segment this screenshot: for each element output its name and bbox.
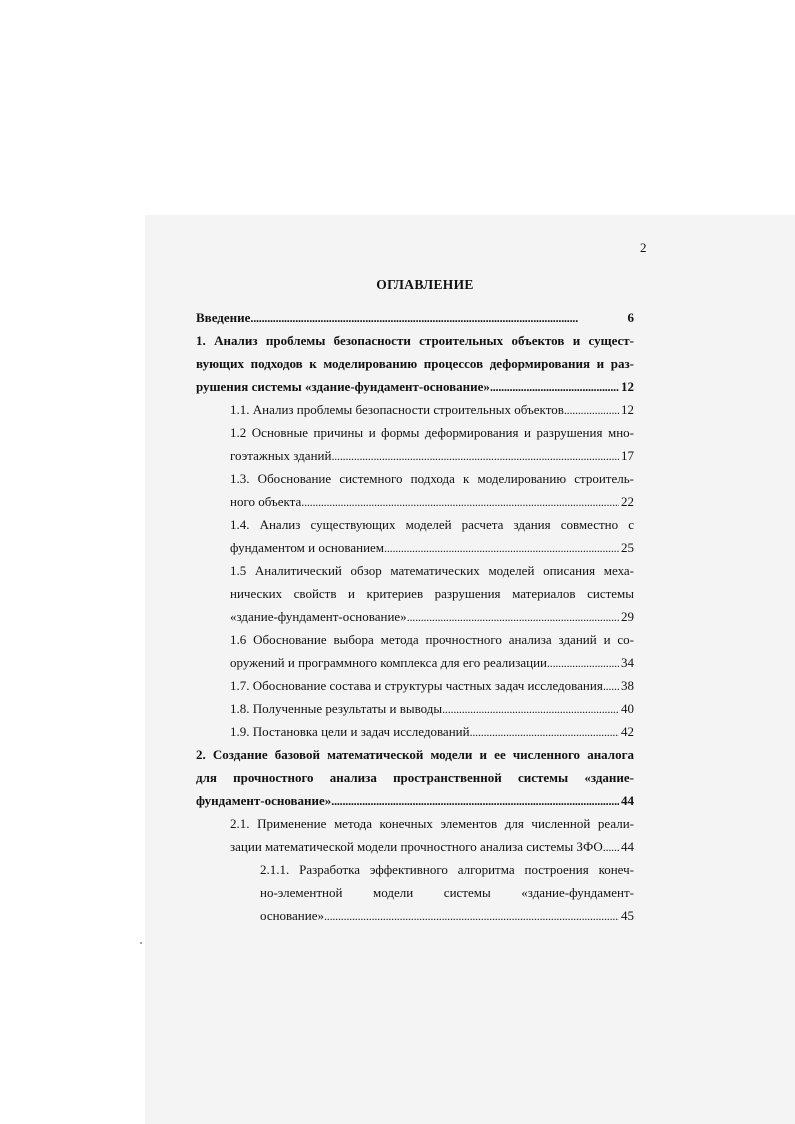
dot-leader — [470, 720, 619, 744]
toc-entry-title: основание» — [260, 908, 324, 923]
toc-entry-line: нических свойств и критериев разрушения материалов системы — [230, 586, 634, 601]
toc-entry-last-line — [260, 904, 634, 927]
toc-entry[interactable] — [230, 697, 634, 720]
toc-entry-title: 1.8. Полученные результаты и выводы — [230, 701, 443, 716]
toc-entry[interactable] — [230, 559, 634, 628]
toc-entry-line: 2.1. Применение метода конечных элементов для численной реали- — [230, 816, 634, 831]
toc-entry-last-line — [230, 444, 634, 467]
toc-entry[interactable] — [230, 812, 634, 858]
toc-entry-line: 1.4. Анализ существующих моделей расчета здания совместно с — [230, 517, 634, 532]
toc-entry-title: «здание-фундамент-основание» — [230, 609, 407, 624]
dot-leader — [324, 904, 619, 928]
toc-entry-last-line — [196, 789, 634, 812]
toc-entry-title: 1.9. Постановка цели и задач исследований — [230, 724, 470, 739]
page-number: 2 — [640, 240, 647, 255]
dot-leader — [250, 306, 625, 330]
toc-page-number: 45 — [621, 908, 634, 923]
toc-entry[interactable] — [230, 674, 634, 697]
dot-leader — [384, 536, 619, 560]
toc-entry-line: но-элементной модели системы «здание-фундамент- — [260, 885, 634, 900]
toc-entry-last-line — [196, 306, 634, 329]
page-title: ОГЛАВЛЕНИЕ — [376, 277, 474, 292]
toc-entry[interactable] — [230, 513, 634, 559]
toc-entry[interactable] — [260, 858, 634, 927]
toc-page-number: 12 — [621, 402, 634, 417]
toc-entry-last-line — [230, 490, 634, 513]
toc-entry-title: Введение — [196, 310, 251, 325]
toc-entry-line: 1.3. Обоснование системного подхода к моделированию строитель- — [230, 471, 634, 486]
toc-entry-last-line — [230, 697, 634, 720]
toc-entry-last-line — [196, 375, 634, 398]
dot-leader — [442, 697, 619, 721]
toc-page-number: 44 — [621, 793, 634, 808]
toc-entry-title: 1.7. Обоснование состава и структуры частных задач исследования — [230, 678, 603, 693]
dot-leader — [603, 835, 619, 859]
toc-page-number: 17 — [621, 448, 634, 463]
dot-leader — [564, 398, 619, 422]
toc-entry-line: 2.1.1. Разработка эффективного алгоритма построения конеч- — [260, 862, 634, 877]
toc-entry-last-line — [230, 720, 634, 743]
toc-entry-title: зации математической модели прочностного анализа системы ЗФО — [230, 839, 603, 854]
toc-entry-title: 1.1. Анализ проблемы безопасности строительных объектов — [230, 402, 564, 417]
toc-page-number: 22 — [621, 494, 634, 509]
toc-entry-title: фундамент-основание» — [196, 793, 332, 808]
dot-leader — [331, 444, 619, 468]
toc-entry-last-line — [230, 605, 634, 628]
toc-entry-title: ного объекта — [230, 494, 302, 509]
toc-page-number: 38 — [621, 678, 634, 693]
dot-leader — [603, 674, 619, 698]
scan-speck — [140, 942, 142, 944]
toc-page-number: 44 — [621, 839, 634, 854]
toc-entry-line: 2. Создание базовой математической модели и ее численного аналога — [196, 747, 634, 762]
toc-entry[interactable] — [196, 329, 634, 398]
toc-page-number: 25 — [621, 540, 634, 555]
toc-entry-title: гоэтажных зданий — [230, 448, 332, 463]
toc-page-number: 40 — [621, 701, 634, 716]
toc-entry-last-line — [230, 835, 634, 858]
toc-entry[interactable] — [230, 720, 634, 743]
toc-entry-title: оружений и программного комплекса для его реализации — [230, 655, 547, 670]
toc-entry-line: 1. Анализ проблемы безопасности строительных объектов и сущест- — [196, 333, 634, 348]
toc-entry-line: 1.2 Основные причины и формы деформирования и разрушения мно- — [230, 425, 634, 440]
dot-leader — [490, 375, 619, 399]
toc-page-number: 12 — [621, 379, 634, 394]
toc-page-number: 29 — [621, 609, 634, 624]
toc-page-number: 42 — [621, 724, 634, 739]
toc-entry[interactable] — [230, 398, 634, 421]
toc-entry-last-line — [230, 651, 634, 674]
toc-entry[interactable] — [230, 467, 634, 513]
toc-entry-line: 1.6 Обоснование выбора метода прочностного анализа зданий и со- — [230, 632, 634, 647]
toc-entry[interactable] — [196, 743, 634, 812]
toc-page-number: 34 — [621, 655, 634, 670]
toc-entry-line: 1.5 Аналитический обзор математических моделей описания меха- — [230, 563, 634, 578]
toc-entry[interactable] — [230, 421, 634, 467]
toc-entry-line: вующих подходов к моделированию процессов деформирования и раз- — [196, 356, 634, 371]
toc-entry-line: для прочностного анализа пространственной системы «здание- — [196, 770, 634, 785]
dot-leader — [547, 651, 619, 675]
dot-leader — [407, 605, 619, 629]
toc-entry-title: рушения системы «здание-фундамент-основание» — [196, 379, 490, 394]
toc-entry-last-line — [230, 674, 634, 697]
dot-leader — [301, 490, 619, 514]
toc-entry-title: фундаментом и основанием — [230, 540, 385, 555]
toc-entry-last-line — [230, 398, 634, 421]
toc-entry[interactable] — [230, 628, 634, 674]
table-of-contents — [196, 306, 634, 927]
toc-page-number: 6 — [627, 310, 634, 325]
toc-entry[interactable] — [196, 306, 634, 329]
toc-entry-last-line — [230, 536, 634, 559]
dot-leader — [331, 789, 619, 813]
